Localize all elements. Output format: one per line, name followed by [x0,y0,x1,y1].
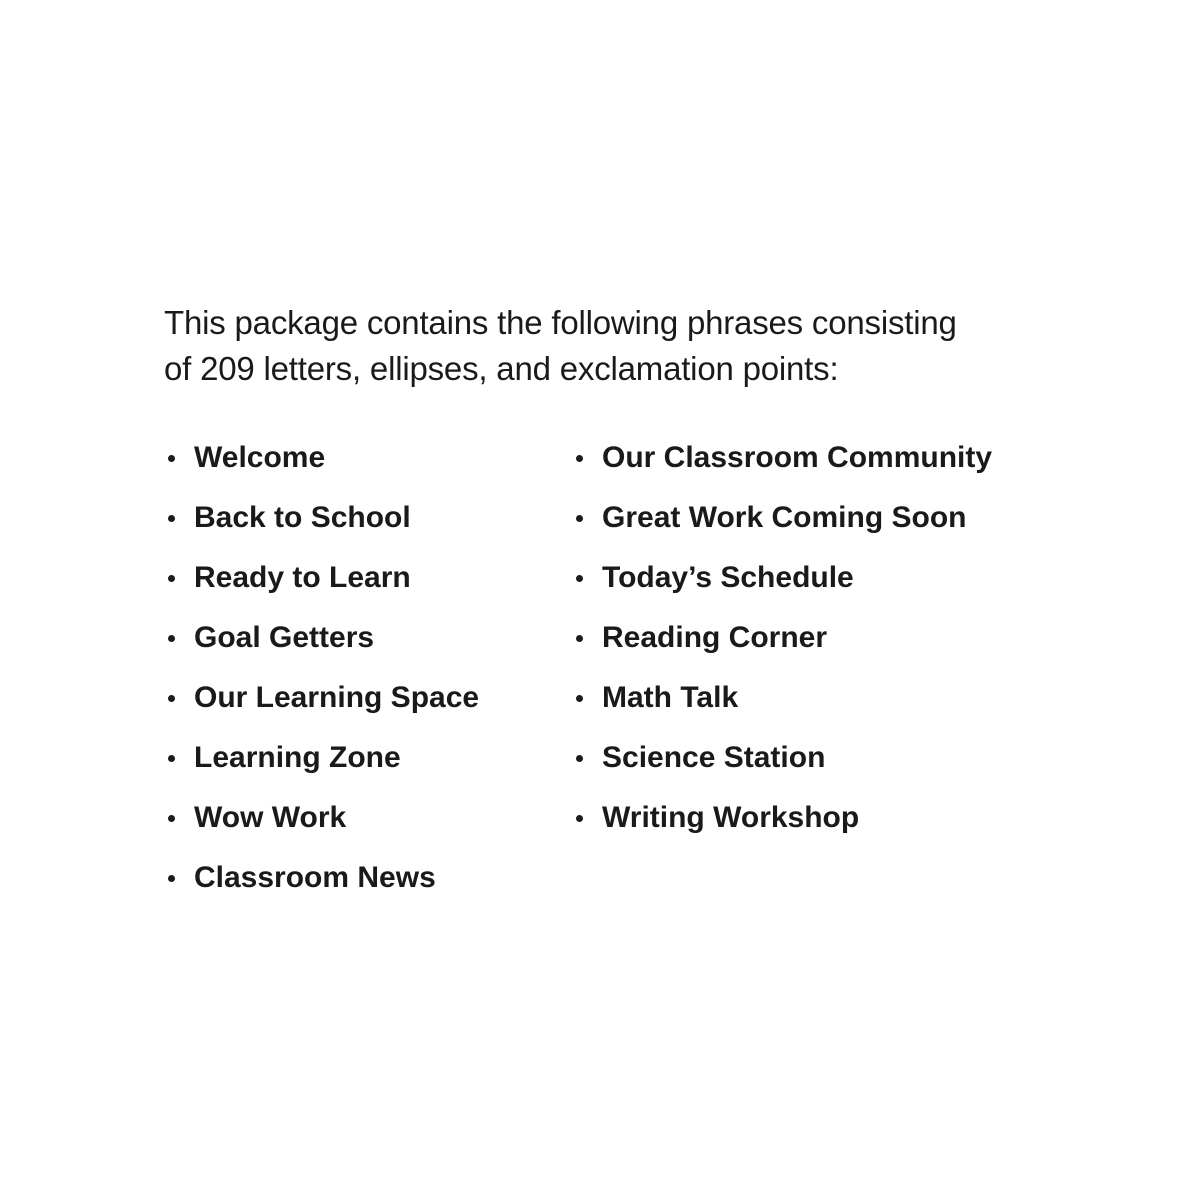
phrase-column-right [572,428,992,848]
bullet-icon [576,755,583,762]
bullet-icon [576,575,583,582]
bullet-icon [168,635,175,642]
phrase-label: Reading Corner [602,621,828,654]
bullet-icon [576,635,583,642]
list-item [572,548,992,608]
bullet-icon [168,755,175,762]
list-item [572,608,992,668]
phrase-label: Today’s Schedule [602,561,854,594]
list-item [572,488,992,548]
bullet-icon [168,815,175,822]
bullet-icon [168,875,175,882]
phrase-label: Back to School [194,501,411,534]
list-item [164,788,479,848]
phrase-column-left [164,428,479,908]
list-item [164,608,479,668]
bullet-icon [576,515,583,522]
phrase-label: Our Learning Space [194,681,480,714]
list-item [164,668,479,728]
phrase-label: Welcome [194,441,326,474]
bullet-icon [576,815,583,822]
intro-text: This package contains the following phrases consisting of 209 letters, ellipses, and exclamation points: [164,304,957,387]
list-item [164,488,479,548]
phrase-label: Goal Getters [194,621,375,654]
phrase-label: Math Talk [602,681,739,714]
phrase-label: Great Work Coming Soon [602,501,967,534]
bullet-icon [576,455,583,462]
list-item [164,848,479,908]
bullet-icon [168,575,175,582]
list-item [164,728,479,788]
list-item [572,428,992,488]
package-contents [164,300,1064,894]
list-item [164,428,479,488]
bullet-icon [168,695,175,702]
list-item [572,668,992,728]
bullet-icon [168,455,175,462]
bullet-icon [168,515,175,522]
list-item [572,788,992,848]
bullet-icon [576,695,583,702]
phrase-label: Learning Zone [194,741,401,774]
phrase-label: Our Classroom Community [602,441,993,474]
phrase-label: Wow Work [194,801,347,834]
phrase-label: Classroom News [194,861,436,894]
phrase-label: Ready to Learn [194,561,411,594]
list-item [572,728,992,788]
phrase-label: Writing Workshop [602,801,860,834]
phrase-label: Science Station [602,741,826,774]
list-item [164,548,479,608]
